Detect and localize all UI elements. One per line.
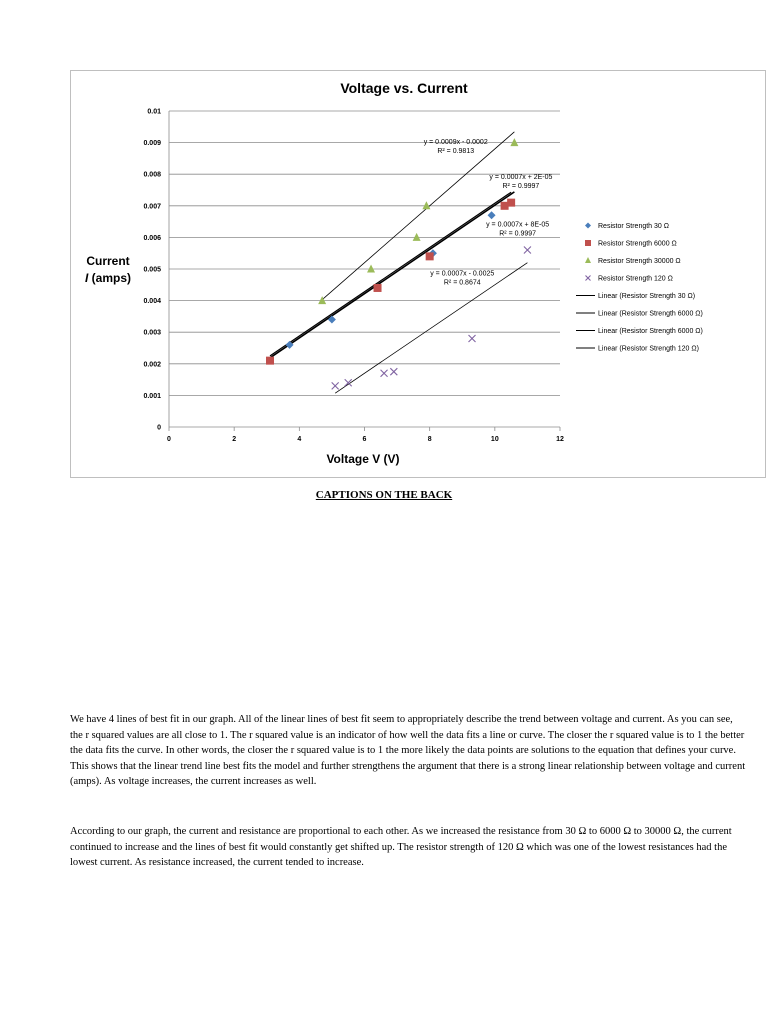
legend-label: Linear (Resistor Strength 6000 Ω) <box>598 328 703 335</box>
x-tick-label: 12 <box>556 436 564 443</box>
data-point-series-4 <box>469 335 476 342</box>
equation-layer <box>424 139 553 286</box>
legend-marker-series-1 <box>585 223 591 229</box>
y-tick-label: 0.004 <box>143 298 161 306</box>
y-tick-label: 0 <box>157 424 161 432</box>
y-axis-symbol: I <box>84 271 89 285</box>
x-tick-label: 10 <box>490 436 499 443</box>
legend-marker-series-4 <box>586 276 591 281</box>
trendline-4 <box>335 263 527 394</box>
data-point-series-3 <box>422 201 430 209</box>
x-axis-title: Voltage V (V) <box>326 452 400 466</box>
tick-label-layer <box>143 109 564 444</box>
data-point-series-3 <box>367 265 375 273</box>
trendline-r-squared: R² = 0.9997 <box>502 182 540 190</box>
trendline-r-squared: R² = 0.8674 <box>443 279 481 287</box>
data-point-series-2 <box>426 252 434 260</box>
y-tick-label: 0.003 <box>143 329 161 337</box>
trendline-r-squared: R² = 0.9997 <box>499 230 537 238</box>
trendline-r-squared: R² = 0.9813 <box>437 148 475 156</box>
y-axis-unit: (amps) <box>88 271 132 285</box>
y-axis-title-line2 <box>85 271 131 285</box>
legend-label: Linear (Resistor Strength 6000 Ω) <box>598 310 703 318</box>
data-point-series-3 <box>413 233 421 241</box>
y-tick-label: 0.009 <box>143 140 161 148</box>
caption-heading: CAPTIONS ON THE BACK <box>315 489 453 501</box>
legend-marker-series-2 <box>585 240 591 246</box>
y-tick-label: 0.002 <box>143 361 161 369</box>
paragraph-best-fit: We have 4 lines of best fit in our graph. All of the linear lines of best fit seem to appropriately describe the trend between voltage and current. As you can see, the r squared values are all close to 1. The r squared value is an indicator of how well the data fits a line or curve. The closer the r squared value is to 1 the better the data fits the curve. In other words, the closer the r squared value is to 1 the more likely the data points are solutions to the equation that defines your curve. This shows that the linear trend line best fits the model and further strengthens the argument that there is a strong linear relationship between voltage and current (amps). As voltage increases, the current increases as well. <box>70 714 746 787</box>
x-tick-label: 8 <box>427 436 432 443</box>
data-point-series-4 <box>390 368 397 375</box>
paragraph-resistance: According to our graph, the current and resistance are proportional to each other. As we increased the resistance from 30 Ω to 6000 Ω to 30000 Ω, the current continued to increase and the lines of best fit would constantly get shifted up. The resistor strength of 120 Ω which was one of the lowest resistances had the lowest current. As resistance increased, the current tended to increase. <box>70 826 732 868</box>
trendline-equation: y = 0.0007x + 8E-05 <box>486 221 550 229</box>
y-tick-label: 0.005 <box>143 266 161 274</box>
x-tick-label: 2 <box>232 436 237 443</box>
data-point-series-1 <box>488 211 496 219</box>
data-point-series-4 <box>381 370 388 377</box>
data-point-series-3 <box>510 138 518 146</box>
data-point-series-2 <box>374 284 382 292</box>
legend-label: Linear (Resistor Strength 30 Ω) <box>598 293 696 300</box>
legend-label: Linear (Resistor Strength 120 Ω) <box>598 345 699 353</box>
legend-label: Resistor Strength 30 Ω <box>598 223 669 230</box>
data-point-series-2 <box>266 357 274 365</box>
chart-svg <box>71 71 767 479</box>
trendline-equation: y = 0.0009x - 0.0002 <box>423 139 488 147</box>
grid-layer <box>169 111 560 431</box>
y-tick-label: 0.01 <box>147 108 161 116</box>
legend-label: Resistor Strength 6000 Ω <box>598 240 677 248</box>
y-tick-label: 0.007 <box>143 203 161 211</box>
legend-label: Resistor Strength 120 Ω <box>598 275 673 283</box>
legend <box>576 223 703 353</box>
y-tick-label: 0.008 <box>143 171 161 179</box>
legend-label: Resistor Strength 30000 Ω <box>598 258 681 265</box>
chart-area <box>70 70 766 478</box>
y-axis-title-line1: Current <box>86 254 130 268</box>
chart-title: Voltage vs. Current <box>340 80 468 96</box>
x-tick-label: 0 <box>167 436 171 443</box>
data-point-series-2 <box>507 199 515 207</box>
trendline-equation: y = 0.0007x - 0.0025 <box>430 270 495 278</box>
legend-marker-series-3 <box>585 257 591 263</box>
x-tick-label: 4 <box>297 436 302 443</box>
data-point-series-4 <box>524 247 531 254</box>
y-tick-label: 0.006 <box>143 234 161 242</box>
trendline-equation: y = 0.0007x + 2E-05 <box>489 173 553 181</box>
data-point-series-4 <box>332 382 339 389</box>
y-tick-label: 0.001 <box>143 392 161 400</box>
trendline-layer <box>270 132 527 393</box>
x-tick-label: 6 <box>362 436 367 443</box>
